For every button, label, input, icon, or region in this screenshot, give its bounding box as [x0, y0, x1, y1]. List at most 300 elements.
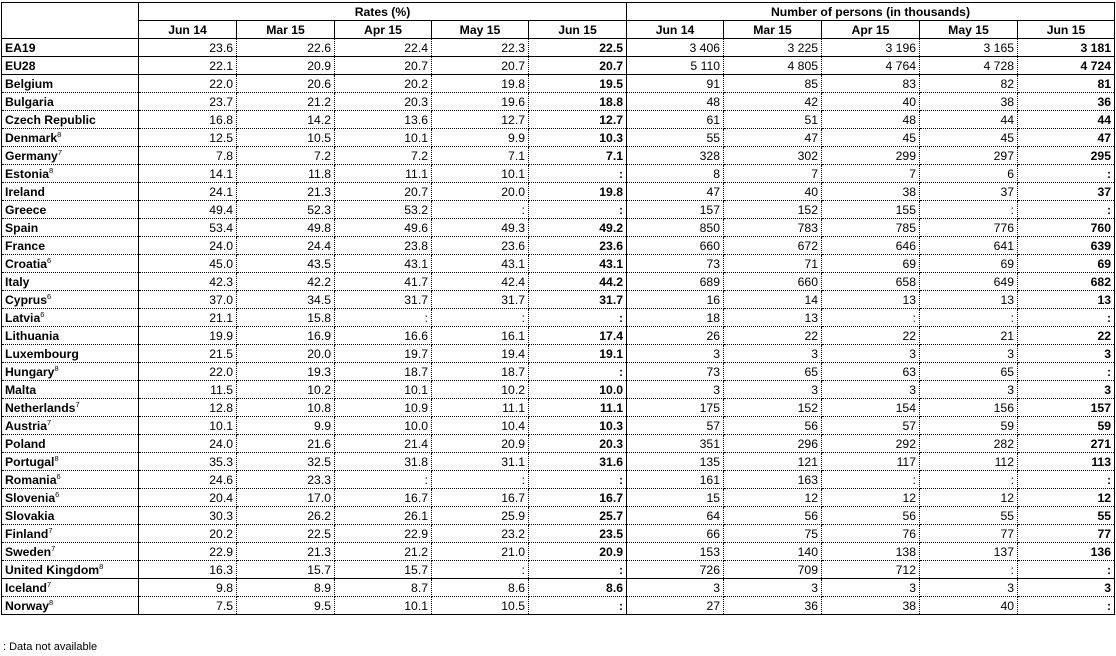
rate-cell: 23.5: [529, 525, 627, 543]
persons-cell: 57: [627, 417, 724, 435]
table-row: [2, 201, 1115, 219]
rate-cell: 53.2: [335, 201, 432, 219]
rate-cell: 21.3: [237, 543, 335, 561]
country-name: Norway: [5, 598, 50, 613]
table-row: [2, 327, 1115, 345]
country-name-cell: [2, 399, 139, 417]
table-row: [2, 147, 1115, 165]
persons-cell: 328: [627, 147, 724, 165]
footnote-marker: 6: [47, 255, 52, 265]
persons-cell: :: [1018, 471, 1115, 489]
table-row: [2, 363, 1115, 381]
persons-cell: 47: [724, 129, 822, 147]
persons-cell: 64: [627, 507, 724, 525]
persons-cell: 3: [920, 381, 1018, 399]
persons-cell: 660: [627, 237, 724, 255]
persons-cell: 689: [627, 273, 724, 291]
rate-cell: 10.3: [529, 417, 627, 435]
rate-cell: 31.7: [432, 291, 529, 309]
persons-col-jun14: Jun 14: [627, 21, 724, 39]
persons-cell: 18: [627, 309, 724, 327]
country-name: Cyprus: [5, 292, 47, 307]
rate-cell: 7.1: [529, 147, 627, 165]
persons-cell: 3: [1018, 381, 1115, 399]
rate-cell: 30.3: [139, 507, 237, 525]
footnote: : Data not available: [3, 641, 98, 653]
rate-cell: 10.1: [432, 165, 529, 183]
persons-cell: 709: [724, 561, 822, 579]
footnote-marker: 6: [55, 489, 60, 499]
rate-cell: 31.8: [335, 453, 432, 471]
persons-cell: 136: [1018, 543, 1115, 561]
persons-cell: 3: [920, 345, 1018, 363]
rate-cell: 16.1: [432, 327, 529, 345]
persons-cell: 175: [627, 399, 724, 417]
footnote-marker: 7: [57, 147, 63, 157]
country-name: Malta: [5, 382, 37, 397]
rate-cell: 23.6: [139, 39, 237, 57]
rate-cell: 8.6: [432, 579, 529, 597]
country-name-cell: [2, 39, 139, 57]
persons-cell: 152: [724, 201, 822, 219]
country-name: Belgium: [5, 76, 54, 91]
country-name-cell: [2, 309, 139, 327]
persons-cell: 13: [1018, 291, 1115, 309]
persons-cell: 7: [724, 165, 822, 183]
country-name-cell: [2, 381, 139, 399]
persons-cell: 37: [1018, 183, 1115, 201]
persons-cell: 69: [1018, 255, 1115, 273]
persons-cell: 4 728: [920, 57, 1018, 75]
persons-cell: 77: [920, 525, 1018, 543]
rate-cell: 9.9: [237, 417, 335, 435]
rate-cell: 15.7: [237, 561, 335, 579]
rate-cell: 13.6: [335, 111, 432, 129]
table-row: [2, 597, 1115, 615]
persons-cell: 157: [627, 201, 724, 219]
rate-cell: 20.3: [335, 93, 432, 111]
persons-cell: 156: [920, 399, 1018, 417]
country-name-cell: [2, 561, 139, 579]
persons-cell: 4 764: [822, 57, 920, 75]
persons-cell: :: [920, 201, 1018, 219]
rate-cell: 19.7: [335, 345, 432, 363]
country-name: Hungary: [5, 364, 55, 379]
country-name-cell: [2, 345, 139, 363]
persons-cell: 48: [627, 93, 724, 111]
rate-cell: 12.7: [529, 111, 627, 129]
rate-cell: 42.4: [432, 273, 529, 291]
rate-cell: 7.8: [139, 147, 237, 165]
rate-cell: 7.2: [335, 147, 432, 165]
persons-cell: 56: [724, 507, 822, 525]
rate-cell: 10.1: [335, 597, 432, 615]
rate-cell: :: [529, 471, 627, 489]
persons-cell: 3: [724, 579, 822, 597]
country-name: Finland: [5, 526, 49, 541]
country-name: Slovenia: [5, 490, 56, 505]
persons-cell: 649: [920, 273, 1018, 291]
youth-unemployment-table: [1, 2, 1115, 615]
corner-cell: [2, 3, 139, 39]
country-name-cell: [2, 183, 139, 201]
rate-cell: :: [529, 561, 627, 579]
rate-cell: 31.7: [335, 291, 432, 309]
rate-cell: 23.7: [139, 93, 237, 111]
footnote-marker: 8: [57, 129, 62, 139]
country-name-cell: [2, 57, 139, 75]
persons-cell: 113: [1018, 453, 1115, 471]
table-row: [2, 165, 1115, 183]
table-row: [2, 507, 1115, 525]
table-row: [2, 453, 1115, 471]
country-name: Italy: [5, 274, 30, 289]
country-name-cell: [2, 489, 139, 507]
rate-cell: 16.7: [432, 489, 529, 507]
rate-cell: 20.7: [335, 57, 432, 75]
persons-cell: :: [1018, 363, 1115, 381]
persons-cell: 83: [822, 75, 920, 93]
persons-cell: 121: [724, 453, 822, 471]
rate-cell: 37.0: [139, 291, 237, 309]
persons-cell: 40: [822, 93, 920, 111]
table-row: [2, 255, 1115, 273]
country-name: EA19: [5, 40, 36, 55]
footnote-marker: 7: [51, 543, 56, 553]
rate-cell: 19.1: [529, 345, 627, 363]
rates-col-apr15: Apr 15: [335, 21, 432, 39]
persons-cell: 295: [1018, 147, 1115, 165]
table-row: [2, 111, 1115, 129]
rates-col-may15: May 15: [432, 21, 529, 39]
persons-cell: 38: [822, 597, 920, 615]
rate-cell: 10.9: [335, 399, 432, 417]
persons-cell: 65: [920, 363, 1018, 381]
table-row: [2, 93, 1115, 111]
rate-cell: 22.4: [335, 39, 432, 57]
persons-cell: :: [1018, 201, 1115, 219]
country-name: Sweden: [5, 544, 52, 559]
persons-cell: 73: [627, 255, 724, 273]
persons-cell: 21: [920, 327, 1018, 345]
rate-cell: :: [335, 309, 432, 327]
footnote-marker: 6: [56, 471, 61, 481]
persons-cell: 66: [627, 525, 724, 543]
rate-cell: 43.1: [529, 255, 627, 273]
persons-cell: 37: [920, 183, 1018, 201]
rate-cell: 43.1: [335, 255, 432, 273]
persons-cell: 56: [724, 417, 822, 435]
footnote-marker: 8: [99, 561, 104, 571]
rate-cell: 10.1: [335, 129, 432, 147]
persons-cell: 27: [627, 597, 724, 615]
country-name: Iceland: [5, 580, 47, 595]
rate-cell: 41.7: [335, 273, 432, 291]
rate-cell: 16.7: [529, 489, 627, 507]
rate-cell: 19.6: [432, 93, 529, 111]
persons-cell: 71: [724, 255, 822, 273]
rate-cell: 10.0: [335, 417, 432, 435]
rate-cell: 21.4: [335, 435, 432, 453]
persons-cell: 3: [822, 345, 920, 363]
rate-cell: 21.3: [237, 183, 335, 201]
table-row: [2, 543, 1115, 561]
persons-cell: 75: [724, 525, 822, 543]
rate-cell: 20.4: [139, 489, 237, 507]
persons-cell: 44: [1018, 111, 1115, 129]
persons-cell: 22: [724, 327, 822, 345]
persons-cell: 3: [627, 381, 724, 399]
rate-cell: :: [529, 597, 627, 615]
rate-cell: 24.0: [139, 435, 237, 453]
persons-cell: 3: [822, 579, 920, 597]
persons-cell: 45: [822, 129, 920, 147]
persons-cell: 57: [822, 417, 920, 435]
persons-cell: 646: [822, 237, 920, 255]
persons-col-apr15: Apr 15: [822, 21, 920, 39]
footnote-marker: 7: [47, 417, 52, 427]
persons-cell: 69: [822, 255, 920, 273]
rate-cell: 9.9: [432, 129, 529, 147]
persons-cell: 3: [724, 381, 822, 399]
rate-cell: 22.0: [139, 363, 237, 381]
persons-cell: 271: [1018, 435, 1115, 453]
rate-cell: 9.8: [139, 579, 237, 597]
persons-cell: 3 225: [724, 39, 822, 57]
table-row: [2, 219, 1115, 237]
persons-cell: 40: [724, 183, 822, 201]
rate-cell: 20.0: [237, 345, 335, 363]
table-row: [2, 129, 1115, 147]
persons-cell: 59: [920, 417, 1018, 435]
rate-cell: 34.5: [237, 291, 335, 309]
rate-cell: 20.2: [139, 525, 237, 543]
footnote-marker: 7: [75, 399, 80, 409]
rate-cell: 22.3: [432, 39, 529, 57]
country-name-cell: [2, 417, 139, 435]
persons-cell: 672: [724, 237, 822, 255]
footnote-marker: 7: [47, 579, 52, 589]
country-name: Greece: [5, 202, 47, 217]
rate-cell: 18.8: [529, 93, 627, 111]
persons-cell: 296: [724, 435, 822, 453]
persons-cell: :: [1018, 561, 1115, 579]
rate-cell: 10.1: [335, 381, 432, 399]
persons-cell: 7: [822, 165, 920, 183]
rate-cell: 25.7: [529, 507, 627, 525]
country-name: United Kingdom: [5, 562, 100, 577]
rate-cell: 11.5: [139, 381, 237, 399]
persons-cell: 138: [822, 543, 920, 561]
rate-cell: 31.6: [529, 453, 627, 471]
persons-cell: 15: [627, 489, 724, 507]
rate-cell: :: [529, 165, 627, 183]
rate-cell: 19.5: [529, 75, 627, 93]
country-name-cell: [2, 525, 139, 543]
persons-cell: 40: [920, 597, 1018, 615]
persons-cell: 351: [627, 435, 724, 453]
rate-cell: 19.8: [432, 75, 529, 93]
rate-cell: 10.2: [432, 381, 529, 399]
rate-cell: 10.1: [139, 417, 237, 435]
rate-cell: 19.3: [237, 363, 335, 381]
table-row: [2, 579, 1115, 597]
rate-cell: 7.2: [237, 147, 335, 165]
persons-cell: 302: [724, 147, 822, 165]
country-name: EU28: [5, 58, 36, 73]
group-header-row: [2, 3, 1115, 21]
country-name-cell: [2, 237, 139, 255]
rate-cell: 20.6: [237, 75, 335, 93]
country-name: Germany: [5, 148, 58, 163]
table-row: [2, 381, 1115, 399]
rate-cell: 8.9: [237, 579, 335, 597]
rate-cell: 16.7: [335, 489, 432, 507]
rate-cell: 21.6: [237, 435, 335, 453]
rate-cell: 21.1: [139, 309, 237, 327]
table-row: [2, 291, 1115, 309]
persons-cell: 153: [627, 543, 724, 561]
persons-cell: 69: [920, 255, 1018, 273]
rate-cell: 24.6: [139, 471, 237, 489]
persons-col-may15: May 15: [920, 21, 1018, 39]
persons-cell: 292: [822, 435, 920, 453]
persons-cell: :: [822, 309, 920, 327]
persons-cell: 13: [724, 309, 822, 327]
persons-cell: 42: [724, 93, 822, 111]
rate-cell: 20.2: [335, 75, 432, 93]
persons-cell: 55: [1018, 507, 1115, 525]
persons-cell: 3: [822, 381, 920, 399]
country-name-cell: [2, 93, 139, 111]
rate-cell: :: [529, 363, 627, 381]
persons-cell: 44: [920, 111, 1018, 129]
footnote-marker: 6: [47, 291, 52, 301]
table-row: [2, 471, 1115, 489]
table-row: [2, 345, 1115, 363]
rate-cell: 23.6: [432, 237, 529, 255]
persons-cell: 161: [627, 471, 724, 489]
rate-cell: 20.0: [432, 183, 529, 201]
persons-cell: 61: [627, 111, 724, 129]
country-name-cell: [2, 129, 139, 147]
rate-cell: 53.4: [139, 219, 237, 237]
rate-cell: 20.9: [432, 435, 529, 453]
rate-cell: 23.3: [237, 471, 335, 489]
country-name-cell: [2, 111, 139, 129]
country-name-cell: [2, 507, 139, 525]
rate-cell: 10.2: [237, 381, 335, 399]
country-name: Romania: [5, 472, 57, 487]
table-row: [2, 39, 1115, 57]
rate-cell: :: [432, 201, 529, 219]
country-name-cell: [2, 273, 139, 291]
rate-cell: 52.3: [237, 201, 335, 219]
rate-cell: 42.2: [237, 273, 335, 291]
rate-cell: 15.7: [335, 561, 432, 579]
rate-cell: 19.9: [139, 327, 237, 345]
persons-cell: 22: [1018, 327, 1115, 345]
rate-cell: 23.8: [335, 237, 432, 255]
persons-cell: 16: [627, 291, 724, 309]
table-row: [2, 183, 1115, 201]
country-name-cell: [2, 471, 139, 489]
persons-cell: 59: [1018, 417, 1115, 435]
persons-cell: 76: [822, 525, 920, 543]
rate-cell: 10.4: [432, 417, 529, 435]
rate-cell: 32.5: [237, 453, 335, 471]
persons-cell: 3: [1018, 345, 1115, 363]
rate-cell: :: [432, 561, 529, 579]
persons-cell: 55: [627, 129, 724, 147]
table-row: [2, 309, 1115, 327]
country-name-cell: [2, 147, 139, 165]
persons-cell: 51: [724, 111, 822, 129]
persons-cell: 73: [627, 363, 724, 381]
rate-cell: 21.5: [139, 345, 237, 363]
rate-cell: 24.1: [139, 183, 237, 201]
rate-cell: 16.6: [335, 327, 432, 345]
country-name-cell: [2, 597, 139, 615]
table-row: [2, 273, 1115, 291]
rate-cell: 21.2: [237, 93, 335, 111]
rate-cell: 7.1: [432, 147, 529, 165]
rate-cell: 12.8: [139, 399, 237, 417]
rate-cell: 31.1: [432, 453, 529, 471]
persons-cell: 155: [822, 201, 920, 219]
rate-cell: 10.0: [529, 381, 627, 399]
persons-cell: 85: [724, 75, 822, 93]
persons-cell: :: [920, 309, 1018, 327]
persons-cell: 135: [627, 453, 724, 471]
unemployment-table-container: [1, 2, 1115, 615]
country-name: Ireland: [5, 184, 45, 199]
rate-cell: 22.6: [237, 39, 335, 57]
persons-cell: 5 110: [627, 57, 724, 75]
country-name: Poland: [5, 436, 46, 451]
country-name-cell: [2, 453, 139, 471]
persons-cell: 783: [724, 219, 822, 237]
footnote-marker: 6: [40, 309, 45, 319]
country-name-cell: [2, 363, 139, 381]
persons-cell: 282: [920, 435, 1018, 453]
persons-cell: 3: [627, 345, 724, 363]
persons-cell: 157: [1018, 399, 1115, 417]
rate-cell: 43.1: [432, 255, 529, 273]
rate-cell: 24.0: [139, 237, 237, 255]
rate-cell: 49.2: [529, 219, 627, 237]
rate-cell: 22.9: [335, 525, 432, 543]
country-name: Lithuania: [5, 328, 60, 343]
country-name: Portugal: [5, 454, 55, 469]
rate-cell: 22.9: [139, 543, 237, 561]
persons-cell: 38: [822, 183, 920, 201]
persons-cell: 12: [1018, 489, 1115, 507]
country-name: Croatia: [5, 256, 47, 271]
persons-cell: 14: [724, 291, 822, 309]
persons-cell: 117: [822, 453, 920, 471]
rates-col-jun14: Jun 14: [139, 21, 237, 39]
persons-cell: 12: [822, 489, 920, 507]
rate-cell: 16.9: [237, 327, 335, 345]
footnote-marker: 8: [54, 453, 59, 463]
persons-cell: :: [920, 471, 1018, 489]
rate-cell: 49.4: [139, 201, 237, 219]
persons-cell: 56: [822, 507, 920, 525]
persons-cell: 152: [724, 399, 822, 417]
persons-cell: 140: [724, 543, 822, 561]
persons-cell: 3 181: [1018, 39, 1115, 57]
